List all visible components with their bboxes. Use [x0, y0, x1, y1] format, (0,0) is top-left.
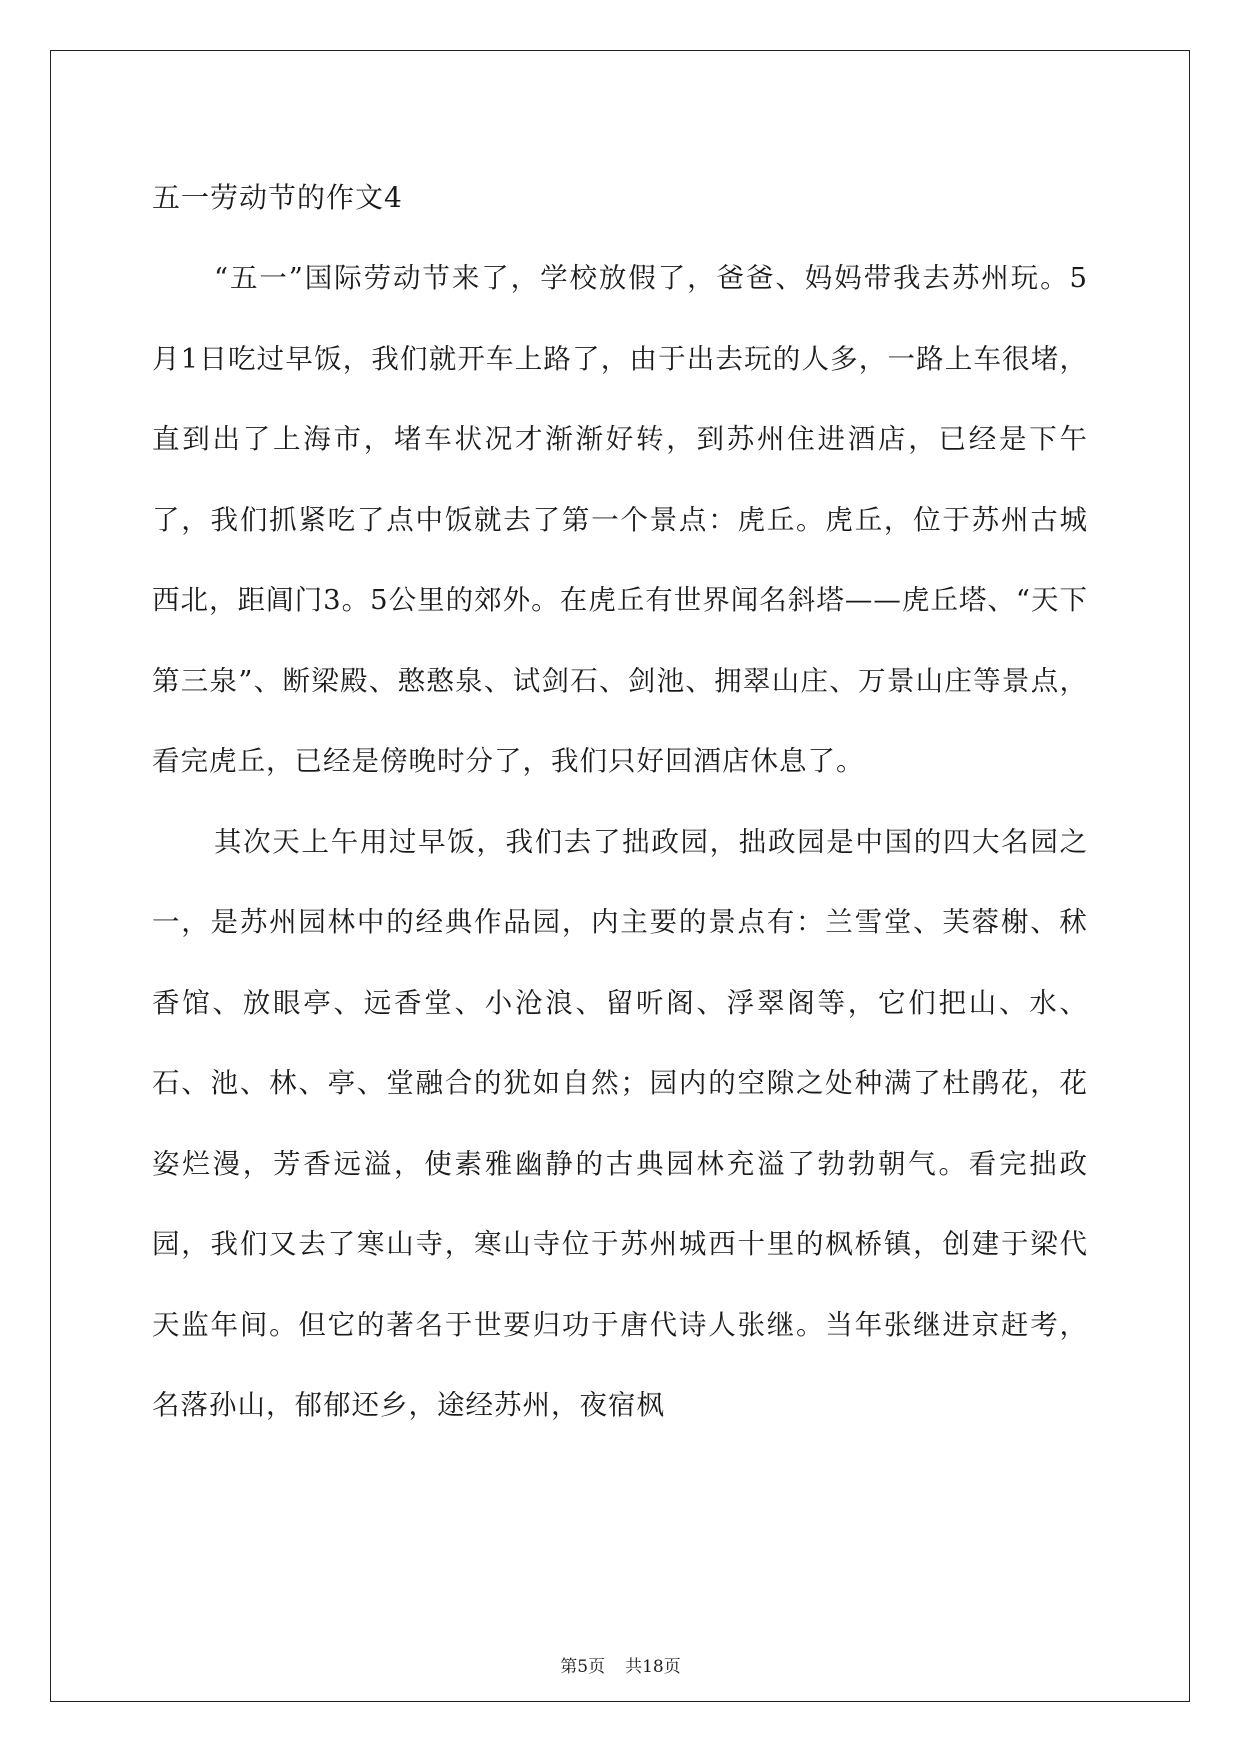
paragraph-2: 其次天上午用过早饭，我们去了拙政园，拙政园是中国的四大名园之一，是苏州园林中的经典作品园，内主要的景点有：兰雪堂、芙蓉榭、秫香馆、放眼亭、远香堂、小沧浪、留听阁、浮翠阁等，它们把山、水、石、池、林、亭、堂融合的犹如自然；园内的空隙之处种满了杜鹃花，花姿烂漫，芳香远溢，使素雅幽静的古典园林充溢了勃勃朝气。看完拙政园，我们又去了寒山寺，寒山寺位于苏州城西十里的枫桥镇，创建于梁代天监年间。但它的著名于世要归功于唐代诗人张继。当年张继进京赶考，名落孙山，郁郁还乡，途经苏州，夜宿枫 [152, 825, 1088, 1421]
page-number: 第5页 [560, 1657, 606, 1677]
page-footer [0, 1652, 1241, 1677]
page-total: 共18页 [625, 1657, 681, 1677]
document-body [152, 158, 1088, 1446]
document-title: 五一劳动节的作文4 [152, 181, 403, 214]
paragraph-1: “五一”国际劳动节来了，学校放假了，爸爸、妈妈带我去苏州玩。5月1日吃过早饭，我们就开车上路了，由于出去玩的人多，一路上车很堵，直到出了上海市，堵车状况才渐渐好转，到苏州住进酒店，已经是下午了，我们抓紧吃了点中饭就去了第一个景点：虎丘。虎丘，位于苏州古城西北，距阊门3。5公里的郊外。在虎丘有世界闻名斜塔——虎丘塔、“天下第三泉”、断梁殿、憨憨泉、试剑石、剑池、拥翠山庄、万景山庄等景点，看完虎丘，已经是傍晚时分了，我们只好回酒店休息了。 [152, 262, 1088, 777]
